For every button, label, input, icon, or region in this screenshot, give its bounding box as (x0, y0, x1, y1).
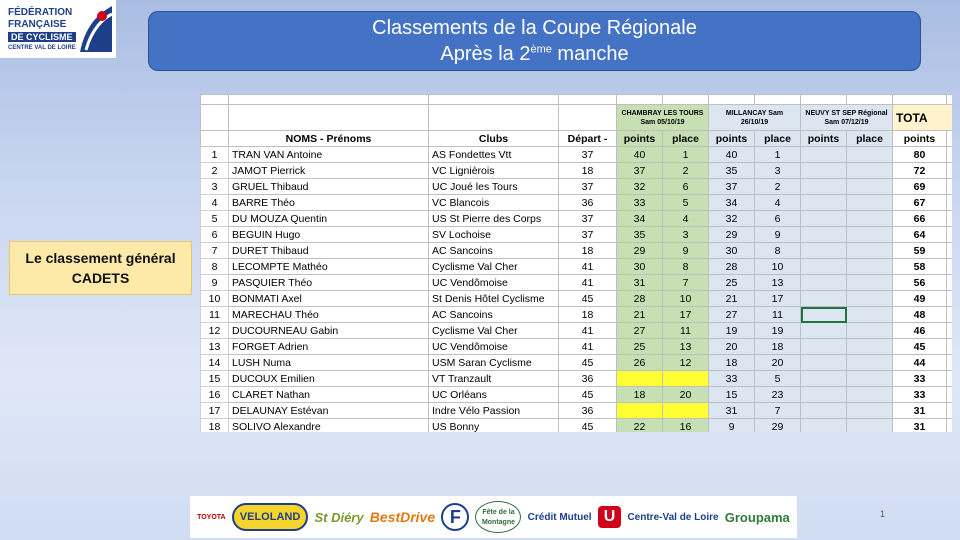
race-2-points: 20 (709, 339, 755, 355)
race-3-place (847, 195, 893, 211)
race-3-place (847, 147, 893, 163)
title-line-2-sup: ème (530, 43, 552, 56)
rider-department: 45 (559, 291, 617, 307)
category-line-1: Le classement général (25, 250, 176, 266)
rider-club: USM Saran Cyclisme (429, 355, 559, 371)
sponsor-montagne-logo: Fête de la Montagne (475, 501, 521, 533)
ffc-logo (0, 0, 116, 58)
category-label (9, 241, 192, 295)
col-clubs-header: Clubs (429, 131, 559, 147)
total-header: TOTA (893, 105, 953, 131)
rider-name: DU MOUZA Quentin (229, 211, 429, 227)
race-3-points (801, 227, 847, 243)
table-row (201, 227, 953, 243)
page-number: 1 (880, 509, 886, 519)
rider-department: 18 (559, 243, 617, 259)
total-points: 67 (893, 195, 947, 211)
row-number: 17 (201, 403, 229, 419)
race-2-points: 9 (709, 419, 755, 433)
rider-department: 41 (559, 323, 617, 339)
rider-club: SV Lochoise (429, 227, 559, 243)
race-3-place (847, 211, 893, 227)
rider-club: UC Vendômoise (429, 275, 559, 291)
race-1-points: 35 (617, 227, 663, 243)
race-3-place (847, 403, 893, 419)
cell (947, 227, 953, 243)
total-points: 45 (893, 339, 947, 355)
cyclist-logo-icon (76, 2, 114, 56)
race-3-points-header: points (801, 131, 847, 147)
cell (947, 95, 953, 105)
cell (847, 95, 893, 105)
sponsor-bestdrive-logo: BestDrive (369, 509, 436, 525)
race-3-points (801, 211, 847, 227)
rider-club: St Denis Hôtel Cyclisme (429, 291, 559, 307)
race-3-points (801, 275, 847, 291)
race-1-points: 27 (617, 323, 663, 339)
cell (947, 291, 953, 307)
race-1-points: 31 (617, 275, 663, 291)
race-header-row (201, 105, 953, 131)
race-1-header: CHAMBRAY LES TOURS Sam 05/10/19 (617, 105, 709, 131)
race-2-points: 31 (709, 403, 755, 419)
race-3-place (847, 387, 893, 403)
race-3-points (801, 371, 847, 387)
race-1-points: 33 (617, 195, 663, 211)
race-1-place (663, 403, 709, 419)
race-2-place: 23 (755, 387, 801, 403)
race-2-points: 21 (709, 291, 755, 307)
rider-club: AS Fondettes Vtt (429, 147, 559, 163)
race-3-points (801, 163, 847, 179)
race-1-points: 37 (617, 163, 663, 179)
rider-name: SOLIVO Alexandre (229, 419, 429, 433)
race-2-place: 18 (755, 339, 801, 355)
race-2-points: 30 (709, 243, 755, 259)
sponsor-credit-mutuel-logo: Crédit Mutuel (527, 511, 592, 523)
race-3-place (847, 307, 893, 323)
cell (947, 307, 953, 323)
rider-name: LECOMPTE Mathéo (229, 259, 429, 275)
total-points: 72 (893, 163, 947, 179)
race-3-place (847, 371, 893, 387)
race-3-points (801, 387, 847, 403)
race-3-place (847, 291, 893, 307)
total-points: 46 (893, 323, 947, 339)
row-number: 1 (201, 147, 229, 163)
rider-department: 36 (559, 195, 617, 211)
race-3-place (847, 163, 893, 179)
race-1-place: 9 (663, 243, 709, 259)
race-1-place: 5 (663, 195, 709, 211)
cell (947, 323, 953, 339)
race-2-points: 40 (709, 147, 755, 163)
rider-club: VC Blancois (429, 195, 559, 211)
cell (559, 95, 617, 105)
cell (947, 419, 953, 433)
race-2-place: 29 (755, 419, 801, 433)
rider-name: JAMOT Pierrick (229, 163, 429, 179)
row-number: 12 (201, 323, 229, 339)
cell (947, 195, 953, 211)
race-1-points: 21 (617, 307, 663, 323)
cell (947, 179, 953, 195)
cell (617, 95, 663, 105)
row-number: 11 (201, 307, 229, 323)
race-1-place: 3 (663, 227, 709, 243)
race-2-points: 25 (709, 275, 755, 291)
sponsor-centre-val-de-loire-logo: Centre-Val de Loire (627, 511, 719, 523)
sponsor-groupama-logo: Groupama (724, 509, 790, 525)
row-number: 13 (201, 339, 229, 355)
cell (663, 95, 709, 105)
total-points: 33 (893, 371, 947, 387)
rider-department: 36 (559, 403, 617, 419)
total-points-header: points (893, 131, 947, 147)
rider-club: UC Joué les Tours (429, 179, 559, 195)
race-2-place: 13 (755, 275, 801, 291)
sponsor-f-logo: F (441, 503, 469, 531)
rider-club: Cyclisme Val Cher (429, 323, 559, 339)
race-2-points: 15 (709, 387, 755, 403)
race-1-place: 7 (663, 275, 709, 291)
row-number: 7 (201, 243, 229, 259)
col-names-header: NOMS - Prénoms (229, 131, 429, 147)
rider-name: MARECHAU Théo (229, 307, 429, 323)
total-points: 69 (893, 179, 947, 195)
cell (709, 95, 755, 105)
race-3-place (847, 243, 893, 259)
cell (947, 243, 953, 259)
race-1-points: 34 (617, 211, 663, 227)
race-3-place (847, 355, 893, 371)
race-3-points (801, 355, 847, 371)
total-points: 59 (893, 243, 947, 259)
race-3-points (801, 419, 847, 433)
race-1-points: 25 (617, 339, 663, 355)
table-row (201, 323, 953, 339)
race-2-points: 35 (709, 163, 755, 179)
race-2-place: 19 (755, 323, 801, 339)
rider-name: FORGET Adrien (229, 339, 429, 355)
race-1-place: 1 (663, 147, 709, 163)
total-points: 80 (893, 147, 947, 163)
race-2-place: 8 (755, 243, 801, 259)
total-points: 31 (893, 403, 947, 419)
table-row (201, 403, 953, 419)
table-row (201, 259, 953, 275)
rider-club: Indre Vélo Passion (429, 403, 559, 419)
race-1-place: 10 (663, 291, 709, 307)
rider-club: UC Orléans (429, 387, 559, 403)
race-3-points (801, 147, 847, 163)
cell (201, 105, 229, 131)
cell (201, 131, 229, 147)
table-row (201, 163, 953, 179)
race-1-points (617, 371, 663, 387)
race-2-place: 7 (755, 403, 801, 419)
rider-club: UC Vendômoise (429, 339, 559, 355)
race-3-header: NEUVY ST SEP Régional Sam 07/12/19 (801, 105, 893, 131)
total-points: 33 (893, 387, 947, 403)
table-row (201, 243, 953, 259)
title-line-2 (149, 41, 920, 67)
cell (947, 371, 953, 387)
race-1-points: 28 (617, 291, 663, 307)
rider-club: VT Tranzault (429, 371, 559, 387)
race-3-points (801, 307, 847, 323)
sponsor-u-logo: U (598, 506, 622, 528)
row-number: 8 (201, 259, 229, 275)
rider-name: BONMATI Axel (229, 291, 429, 307)
rider-name: CLARET Nathan (229, 387, 429, 403)
race-1-points: 22 (617, 419, 663, 433)
rider-club: VC Lignièrois (429, 163, 559, 179)
rider-department: 37 (559, 211, 617, 227)
race-1-place: 12 (663, 355, 709, 371)
title-line-2-pre: Après la 2 (440, 43, 531, 65)
race-1-points: 30 (617, 259, 663, 275)
standings-table (200, 94, 952, 432)
cell (947, 163, 953, 179)
race-3-points (801, 291, 847, 307)
sponsor-toyota-logo: TOYOTA (197, 513, 226, 521)
cell (947, 403, 953, 419)
race-2-place: 20 (755, 355, 801, 371)
row-number: 16 (201, 387, 229, 403)
rider-department: 18 (559, 163, 617, 179)
race-3-points (801, 179, 847, 195)
cell (947, 147, 953, 163)
race-1-place: 16 (663, 419, 709, 433)
cell (947, 131, 953, 147)
col-depart-header: Départ - (559, 131, 617, 147)
table-row (201, 275, 953, 291)
rider-department: 41 (559, 275, 617, 291)
total-points: 31 (893, 419, 947, 433)
rider-department: 18 (559, 307, 617, 323)
rider-club: Cyclisme Val Cher (429, 259, 559, 275)
race-2-points: 34 (709, 195, 755, 211)
race-1-place: 6 (663, 179, 709, 195)
total-points: 58 (893, 259, 947, 275)
rider-department: 37 (559, 179, 617, 195)
race-2-place: 4 (755, 195, 801, 211)
race-1-points: 40 (617, 147, 663, 163)
total-points: 48 (893, 307, 947, 323)
race-1-points: 26 (617, 355, 663, 371)
total-points: 44 (893, 355, 947, 371)
race-2-points-header: points (709, 131, 755, 147)
table-row (201, 419, 953, 433)
rider-name: BARRE Théo (229, 195, 429, 211)
rider-department: 41 (559, 259, 617, 275)
race-2-place: 1 (755, 147, 801, 163)
logo-line-1: FÉDÉRATION (8, 7, 73, 18)
rider-club: US Bonny (429, 419, 559, 433)
race-2-points: 32 (709, 211, 755, 227)
cell (559, 105, 617, 131)
row-number: 2 (201, 163, 229, 179)
race-1-place-header: place (663, 131, 709, 147)
race-3-place (847, 259, 893, 275)
rider-department: 37 (559, 227, 617, 243)
cell (201, 95, 229, 105)
row-number: 9 (201, 275, 229, 291)
race-2-place: 2 (755, 179, 801, 195)
race-2-header: MILLANCAY Sam 26/10/19 (709, 105, 801, 131)
cell (229, 95, 429, 105)
title-line-2-post: manche (551, 43, 629, 65)
rider-name: DURET Thibaud (229, 243, 429, 259)
rider-club: AC Sancoins (429, 307, 559, 323)
race-3-place-header: place (847, 131, 893, 147)
total-points: 64 (893, 227, 947, 243)
race-1-place: 17 (663, 307, 709, 323)
column-header-row (201, 131, 953, 147)
row-number: 10 (201, 291, 229, 307)
race-3-place (847, 419, 893, 433)
rider-name: GRUEL Thibaud (229, 179, 429, 195)
table-row (201, 211, 953, 227)
row-number: 4 (201, 195, 229, 211)
table-row (201, 307, 953, 323)
race-1-place: 2 (663, 163, 709, 179)
rider-name: DUCOURNEAU Gabin (229, 323, 429, 339)
row-number: 15 (201, 371, 229, 387)
race-2-points: 27 (709, 307, 755, 323)
cell (429, 105, 559, 131)
cell (893, 95, 947, 105)
race-3-place (847, 179, 893, 195)
race-3-points (801, 195, 847, 211)
race-1-points: 29 (617, 243, 663, 259)
race-2-points: 29 (709, 227, 755, 243)
race-2-place: 11 (755, 307, 801, 323)
race-2-place: 5 (755, 371, 801, 387)
category-line-2: CADETS (71, 270, 130, 286)
race-3-place (847, 323, 893, 339)
rider-name: DELAUNAY Estévan (229, 403, 429, 419)
race-3-points (801, 243, 847, 259)
row-number: 18 (201, 419, 229, 433)
race-2-points: 28 (709, 259, 755, 275)
race-1-place (663, 371, 709, 387)
race-2-points: 33 (709, 371, 755, 387)
row-number: 6 (201, 227, 229, 243)
table-row (201, 179, 953, 195)
table-row (201, 355, 953, 371)
table-row (201, 147, 953, 163)
cell (947, 259, 953, 275)
rider-name: DUCOUX Emilien (229, 371, 429, 387)
race-1-place: 20 (663, 387, 709, 403)
rider-name: TRAN VAN Antoine (229, 147, 429, 163)
race-1-place: 13 (663, 339, 709, 355)
race-2-place: 17 (755, 291, 801, 307)
race-1-place: 8 (663, 259, 709, 275)
table-row (201, 339, 953, 355)
total-points: 56 (893, 275, 947, 291)
row-number: 5 (201, 211, 229, 227)
standings-rows (201, 147, 953, 433)
table-row (201, 291, 953, 307)
race-1-place: 11 (663, 323, 709, 339)
rider-club: US St Pierre des Corps (429, 211, 559, 227)
race-1-points-header: points (617, 131, 663, 147)
table-row (201, 387, 953, 403)
total-points: 49 (893, 291, 947, 307)
race-3-points (801, 323, 847, 339)
rider-department: 45 (559, 355, 617, 371)
page-title (148, 11, 921, 71)
rider-name: PASQUIER Théo (229, 275, 429, 291)
cell (947, 387, 953, 403)
rider-club: AC Sancoins (429, 243, 559, 259)
logo-line-4: CENTRE VAL DE LOIRE (8, 45, 76, 51)
table-row (201, 195, 953, 211)
rider-department: 45 (559, 419, 617, 433)
rider-department: 36 (559, 371, 617, 387)
cell (947, 339, 953, 355)
logo-line-3: DE CYCLISME (8, 32, 76, 42)
row-number: 14 (201, 355, 229, 371)
race-2-place: 6 (755, 211, 801, 227)
sponsor-veloland-logo: VELOLAND (232, 503, 309, 531)
row-number: 3 (201, 179, 229, 195)
cell (429, 95, 559, 105)
rider-name: BEGUIN Hugo (229, 227, 429, 243)
race-2-place: 3 (755, 163, 801, 179)
race-3-place (847, 275, 893, 291)
table-row (201, 371, 953, 387)
standings-sheet (200, 94, 952, 432)
sponsor-bar (190, 496, 797, 538)
total-points: 66 (893, 211, 947, 227)
cell (947, 355, 953, 371)
rider-name: LUSH Numa (229, 355, 429, 371)
race-1-points: 32 (617, 179, 663, 195)
rider-department: 37 (559, 147, 617, 163)
race-1-place: 4 (663, 211, 709, 227)
race-2-points: 37 (709, 179, 755, 195)
race-2-place: 10 (755, 259, 801, 275)
race-2-place: 9 (755, 227, 801, 243)
race-2-points: 18 (709, 355, 755, 371)
title-line-1: Classements de la Coupe Régionale (372, 17, 697, 39)
logo-line-2: FRANÇAISE (8, 19, 67, 30)
cell (801, 95, 847, 105)
cell (947, 275, 953, 291)
rider-department: 41 (559, 339, 617, 355)
sponsor-stdiery-logo: St Diéry (314, 509, 364, 525)
race-2-points: 19 (709, 323, 755, 339)
rider-department: 45 (559, 387, 617, 403)
cell (755, 95, 801, 105)
race-3-points (801, 259, 847, 275)
cell (947, 211, 953, 227)
race-3-points (801, 403, 847, 419)
spacer-row (201, 95, 953, 105)
cell (229, 105, 429, 131)
race-1-points: 18 (617, 387, 663, 403)
race-3-place (847, 339, 893, 355)
race-1-points (617, 403, 663, 419)
race-3-points (801, 339, 847, 355)
race-3-place (847, 227, 893, 243)
race-2-place-header: place (755, 131, 801, 147)
